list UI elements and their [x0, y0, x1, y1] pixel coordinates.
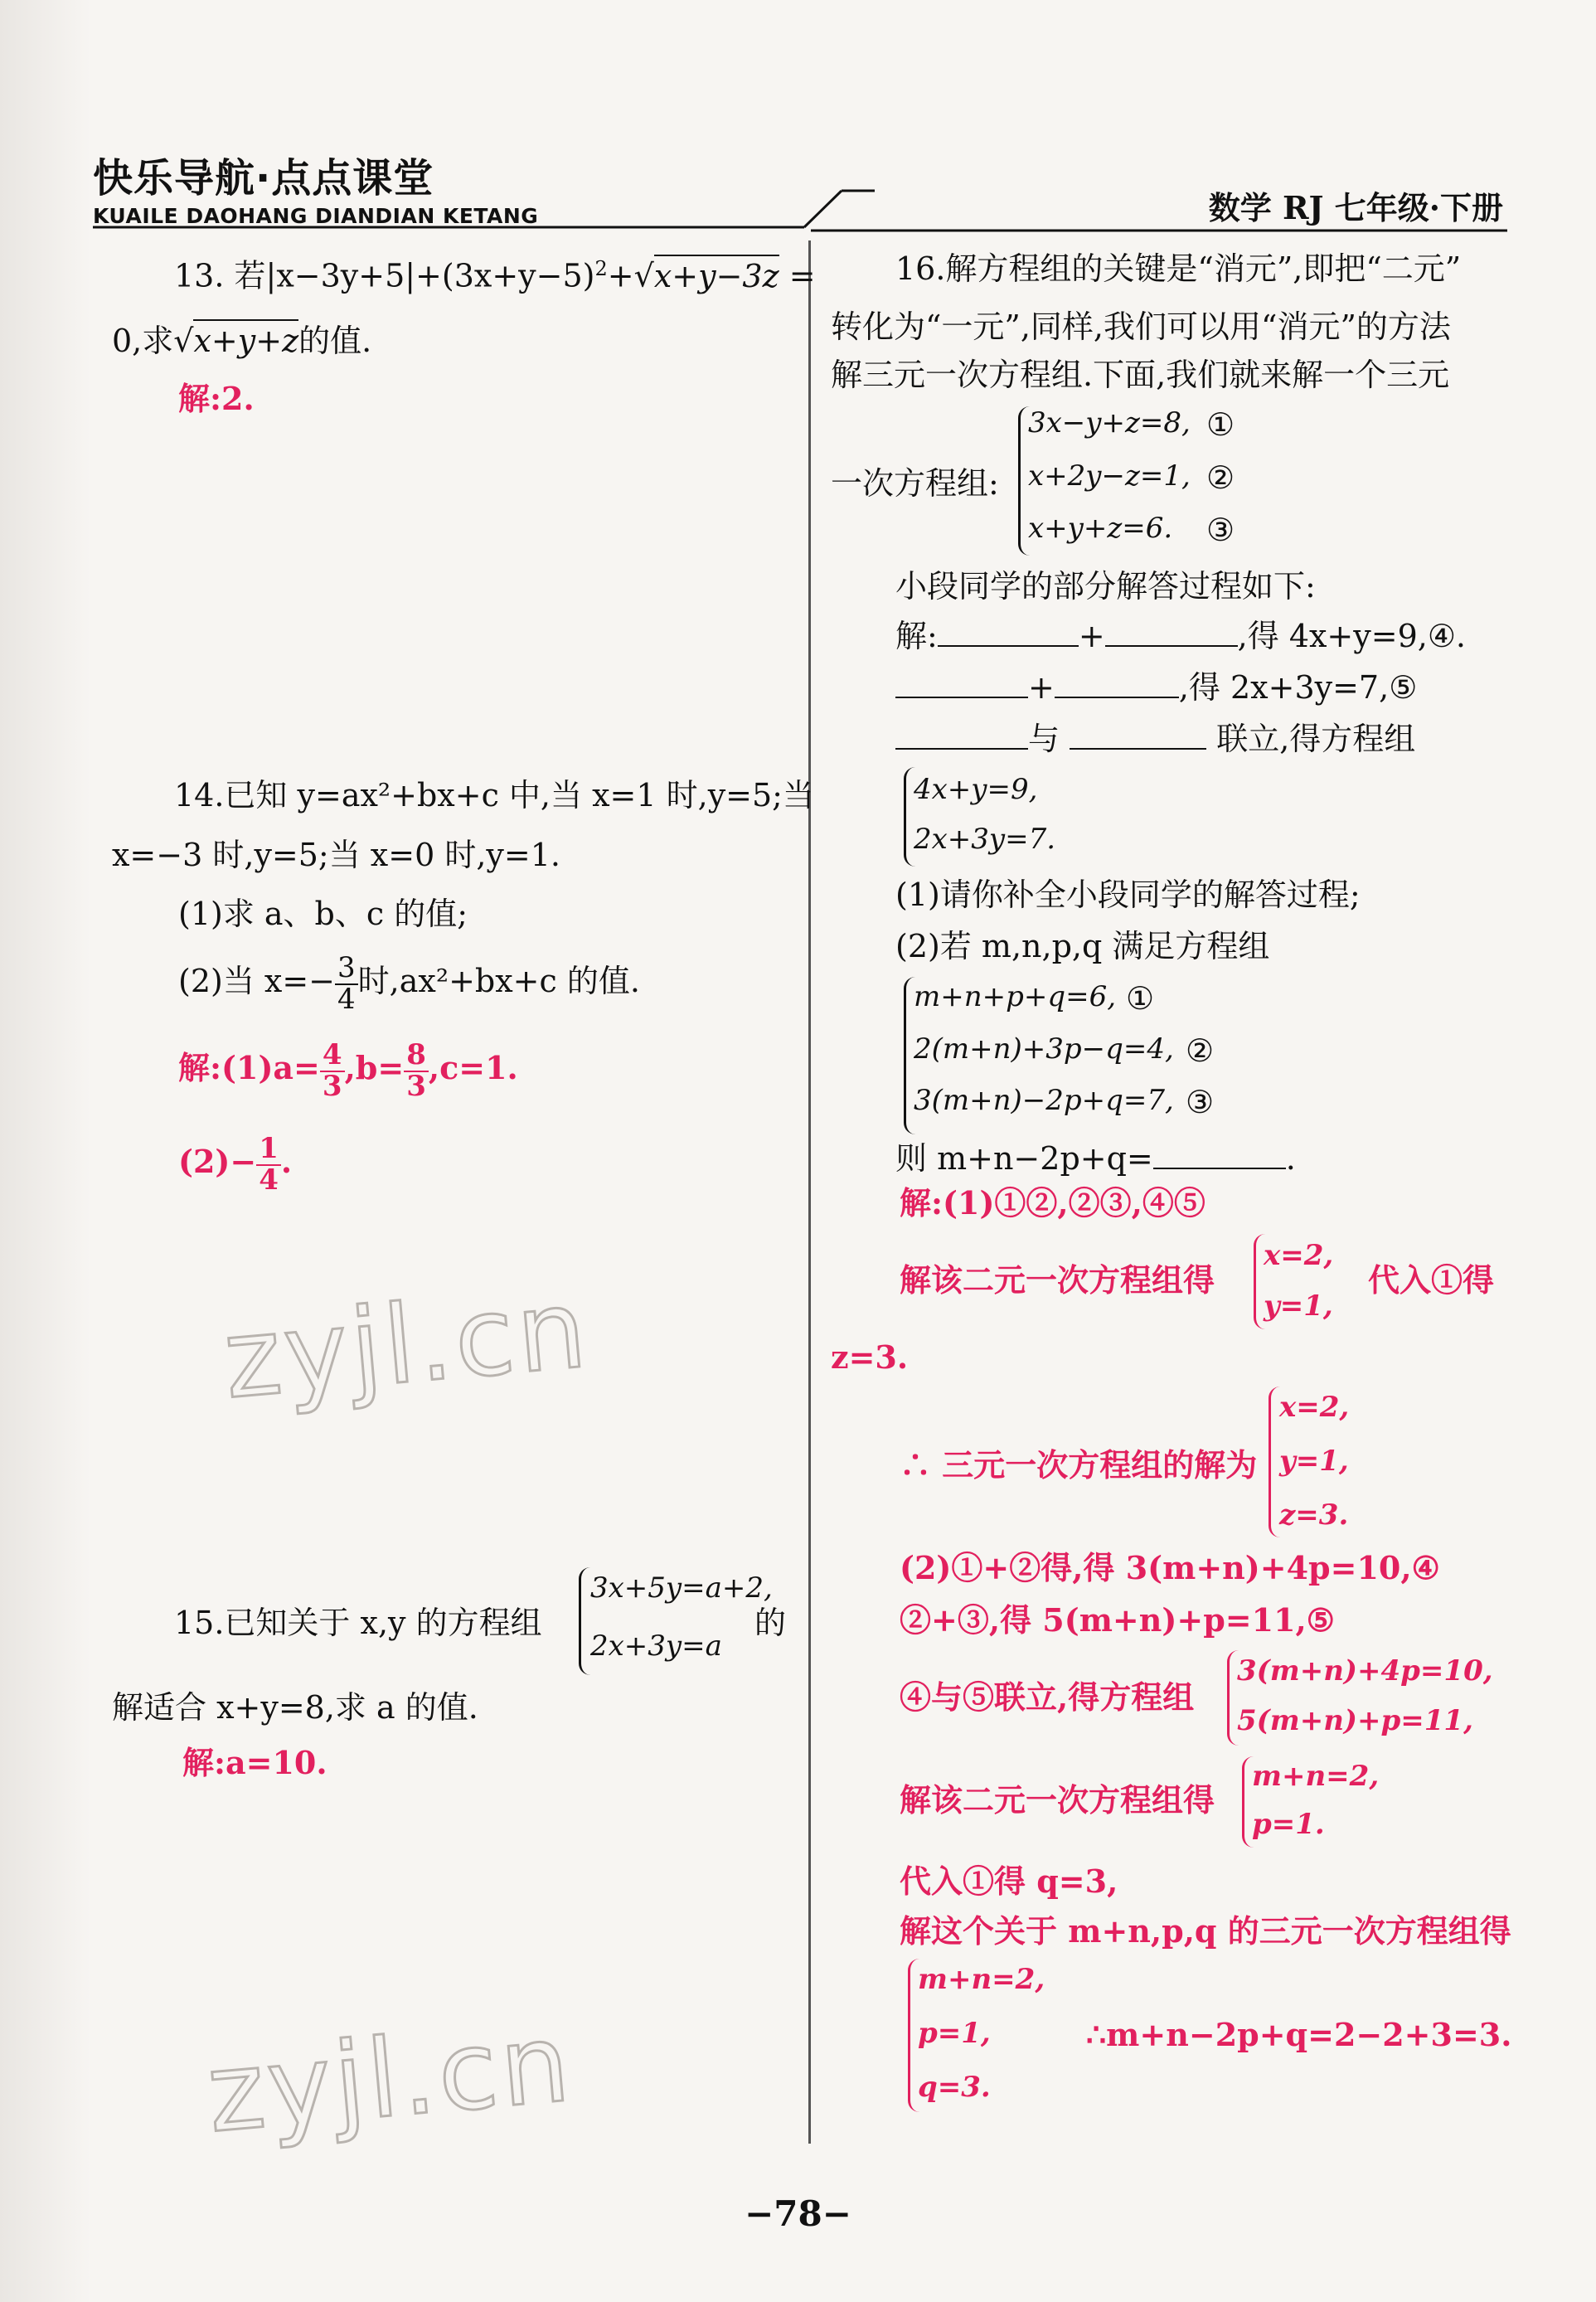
q16-q1: (1)请你补全小段同学的解答过程;	[895, 877, 1361, 913]
q16-answer-8-eq1: m+n=2,	[1252, 1760, 1380, 1793]
q13-line1: 13. 若$|x-3y+5|+(3x+y-5)^2+√x+y-3z$ =	[174, 259, 816, 292]
q13-answer: 解:2.	[178, 380, 255, 417]
q16-answer-6: ②+③,得 5(m+n)+p=11,⑤	[900, 1601, 1335, 1639]
q16-step2: + ,得 2x+3y=7,⑤	[895, 672, 1417, 703]
q16-answer-2-eq1: x=2,	[1264, 1239, 1334, 1272]
q14-answer-2: (2)− $\frac{1}{4}$ .	[178, 1132, 293, 1197]
q16-p2: 转化为“一元”,同样,我们可以用“消元”的方法	[831, 308, 1451, 345]
q16-answer-7-eq1: 3(m+n)+4p=10,	[1237, 1654, 1493, 1688]
q16-intro: 小段同学的部分解答过程如下:	[895, 568, 1316, 605]
q15-line1: 15.已知关于 x,y 的方程组	[174, 1605, 542, 1641]
q16-eq2: x+2y−z=1,	[1028, 459, 1191, 493]
q15-eq1: 3x+5y=a+2,	[590, 1571, 773, 1605]
q16-mark2: ②	[1206, 459, 1235, 496]
q16-p3: 解三元一次方程组.下面,我们就来解一个三元	[831, 357, 1450, 393]
q14-line2: x=−3 时,y=5;当 x=0 时,y=1.	[112, 837, 560, 873]
q16-answer-10: 解这个关于 m+n,p,q 的三元一次方程组得	[900, 1912, 1511, 1950]
q16-step3: 与 联立,得方程组	[895, 723, 1415, 755]
q16-answer-8-eq2: p=1.	[1252, 1808, 1325, 1841]
q14-part2: (2)当 x=− $\frac{3}{4}$ 时,ax²+bx+c 的值.	[178, 951, 640, 1016]
column-divider	[808, 240, 811, 2144]
q16-answer-11-eq1: m+n=2,	[918, 1963, 1045, 1996]
q16-sub-eq2: 2x+3y=7.	[914, 823, 1056, 856]
q14-part1: (1)求 a、b、c 的值;	[178, 896, 468, 932]
q16-then: 则 m+n−2p+q= .	[895, 1140, 1296, 1177]
q16-answer-2: 解该二元一次方程组得	[900, 1261, 1215, 1299]
q15-eq2: 2x+3y=a	[590, 1629, 722, 1663]
watermark: zyjl.cn	[219, 1265, 594, 1423]
q16-answer-11-eq3: q=3.	[918, 2071, 991, 2104]
q16-answer-4-eq1: x=2,	[1279, 1391, 1350, 1424]
q16-m-mark1: ①	[1126, 980, 1155, 1017]
q14-line1: 14.已知 y=ax²+bx+c 中,当 x=1 时,y=5;当	[174, 777, 814, 813]
subject-title: 数学 RJ 七年级·下册	[1208, 189, 1503, 226]
q16-m-mark3: ③	[1186, 1084, 1215, 1120]
q16-answer-5: (2)①+②得,得 3(m+n)+4p=10,④	[900, 1549, 1440, 1586]
q16-mark1: ①	[1206, 406, 1235, 443]
q16-m-eq3: 3(m+n)−2p+q=7,	[914, 1084, 1174, 1117]
q16-answer-9: 代入①得 q=3,	[900, 1862, 1118, 1900]
q16-answer-4-eq2: y=1,	[1279, 1445, 1349, 1478]
q16-answer-8: 解该二元一次方程组得	[900, 1781, 1215, 1819]
q16-answer-2-sub: 代入①得	[1368, 1261, 1495, 1299]
q16-m-eq2: 2(m+n)+3p−q=4,	[914, 1032, 1174, 1066]
q16-answer-1: 解:(1)①②,②③,④⑤	[900, 1184, 1205, 1221]
q16-answer-7-eq2: 5(m+n)+p=11,	[1237, 1704, 1473, 1737]
q16-p1: 16.解方程组的关键是“消元”,即把“二元”	[895, 250, 1462, 287]
q15-brace	[579, 1567, 591, 1675]
q14-answer-1: 解:(1)a= $\frac{4}{3}$ ,b= $\frac{8}{3}$ ,c=1.	[178, 1038, 518, 1103]
brand-title: 快乐导航·点点课堂	[93, 155, 434, 202]
q16-sub-eq1: 4x+y=9,	[914, 773, 1038, 806]
q16-answer-7: ④与⑤联立,得方程组	[900, 1678, 1195, 1716]
q16-answer-11-eq2: p=1,	[918, 2017, 991, 2050]
brand-pinyin: KUAILE DAOHANG DIANDIAN KETANG	[93, 204, 539, 228]
q15-line2: 解适合 x+y=8,求 a 的值.	[112, 1689, 478, 1726]
q15-line1-end: 的	[754, 1605, 787, 1641]
q16-answer-2-eq2: y=1,	[1264, 1289, 1333, 1323]
q16-m-mark2: ②	[1186, 1032, 1215, 1069]
q16-q2: (2)若 m,n,p,q 满足方程组	[895, 928, 1270, 964]
q16-answer-4-eq3: z=3.	[1279, 1498, 1349, 1532]
q13-line2: 0,求√x+y+z的值.	[112, 325, 371, 357]
q16-mark3: ③	[1206, 512, 1235, 548]
q16-step1: 解: + ,得 4x+y=9,④.	[895, 618, 1466, 654]
q16-system-label: 一次方程组:	[831, 465, 999, 502]
q16-answer-11-result: ∴m+n−2p+q=2−2+3=3.	[1086, 2016, 1512, 2053]
q16-eq3: x+y+z=6.	[1028, 512, 1173, 545]
q16-answer-3: z=3.	[831, 1338, 909, 1376]
q16-eq1: 3x−y+z=8,	[1028, 406, 1191, 440]
watermark: zyjl.cn	[202, 1999, 578, 2157]
page-number: −78−	[745, 2193, 851, 2234]
q16-answer-4: ∴ 三元一次方程组的解为	[900, 1446, 1258, 1484]
q15-answer: 解:a=10.	[182, 1744, 327, 1781]
header-rule	[91, 182, 1509, 232]
q16-m-eq1: m+n+p+q=6,	[914, 980, 1117, 1013]
page-shadow	[0, 0, 91, 2302]
